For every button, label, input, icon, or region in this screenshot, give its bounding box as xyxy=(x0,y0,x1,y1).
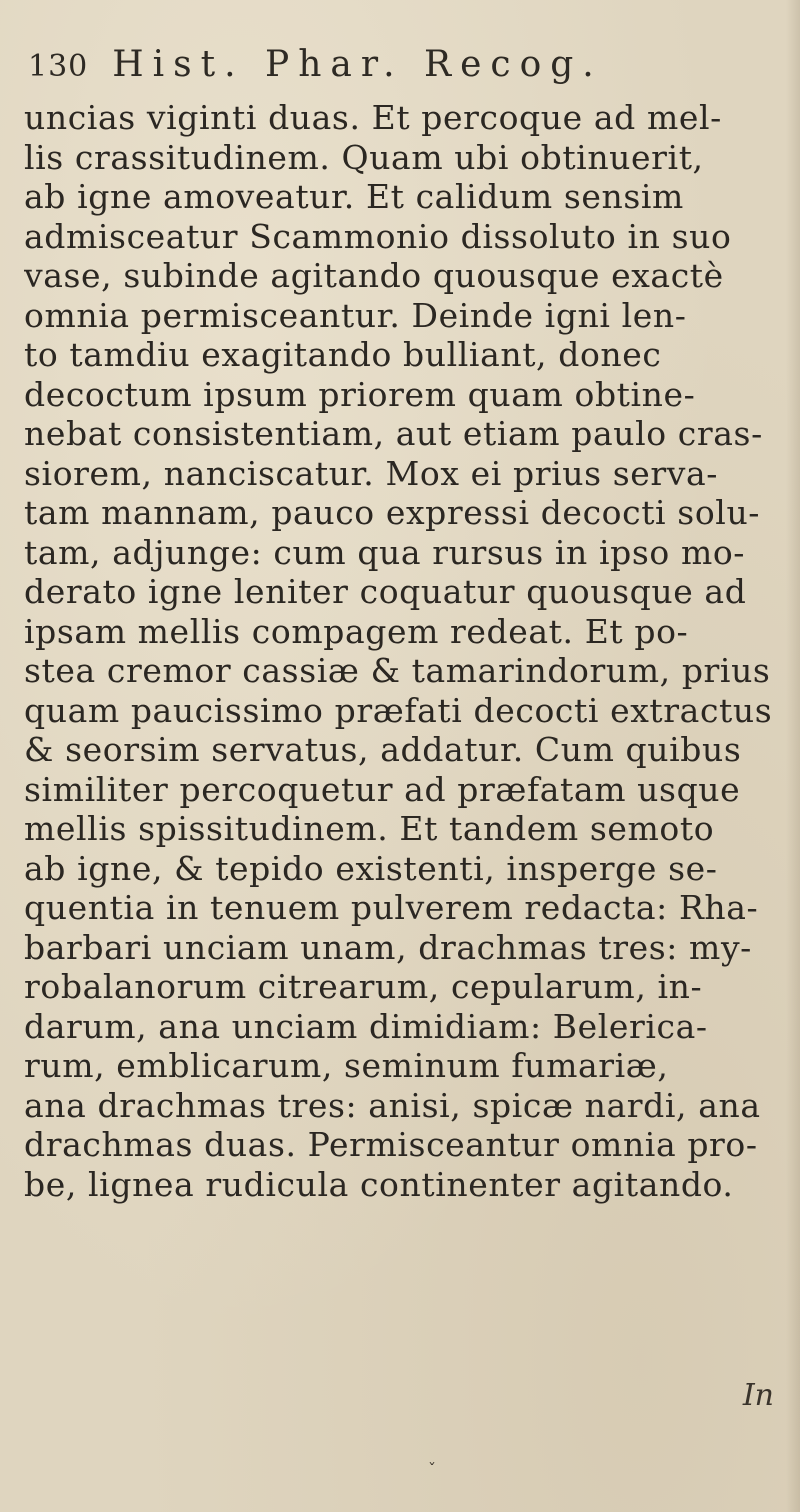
text-line: siorem, nanciscatur. Mox ei prius serva- xyxy=(24,453,719,493)
text-line: rum, emblicarum, seminum fumariæ, xyxy=(24,1046,669,1085)
text-line: derato igne leniter coquatur quousque ad xyxy=(24,572,747,611)
text-line: ipsam mellis compagem redeat. Et po- xyxy=(24,611,689,651)
text-line: decoctum ipsum priorem quam obtine- xyxy=(24,374,696,414)
text-line: mellis spissitudinem. Et tandem semoto xyxy=(24,809,715,848)
signature-mark: ˇ xyxy=(428,1460,436,1479)
catchword: In xyxy=(742,1378,774,1413)
text-line: uncias viginti duas. Et percoque ad mel- xyxy=(24,98,722,137)
text-line: & seorsim servatus, addatur. Cum quibus xyxy=(24,730,742,769)
text-line: ab igne, & tepido existenti, insperge se- xyxy=(24,848,718,888)
text-line: robalanorum citrearum, cepularum, in- xyxy=(24,967,703,1006)
text-line: similiter percoquetur ad præfatam usque xyxy=(24,769,741,809)
text-line: tam, adjunge: cum qua rursus in ipso mo- xyxy=(24,532,746,572)
text-line: ana drachmas tres: anisi, spicæ nardi, ana xyxy=(24,1085,761,1125)
text-line: tam mannam, pauco expressi decocti solu- xyxy=(24,493,761,532)
page-edge-shadow xyxy=(786,0,800,1512)
running-head: Hist. Phar. Recog. xyxy=(112,44,603,85)
text-line: ab igne amoveatur. Et calidum sensim xyxy=(24,177,684,216)
text-line: omnia permisceantur. Deinde igni len- xyxy=(24,295,687,335)
text-line: vase, subinde agitando quousque exactè xyxy=(24,256,724,295)
text-line: be, lignea rudicula continenter agitando. xyxy=(24,1164,734,1204)
text-line: drachmas duas. Permisceantur omnia pro- xyxy=(24,1125,758,1164)
text-line: admisceatur Scammonio dissoluto in suo xyxy=(24,216,732,256)
text-line: stea cremor cassiæ & tamarindorum, prius xyxy=(24,651,771,690)
text-line: nebat consistentiam, aut etiam paulo cras- xyxy=(24,414,763,453)
body-text xyxy=(24,98,796,1204)
text-line: darum, ana unciam dimidiam: Belerica- xyxy=(24,1006,708,1046)
text-line: quentia in tenuem pulverem redacta: Rha- xyxy=(24,888,759,927)
text-line: quam paucissimo præfati decocti extractus xyxy=(24,690,773,730)
page-header xyxy=(28,44,603,94)
text-line: to tamdiu exagitando bulliant, donec xyxy=(24,335,662,374)
page-number: 130 xyxy=(28,49,89,84)
text-line: barbari unciam unam, drachmas tres: my- xyxy=(24,927,752,967)
text-line: lis crassitudinem. Quam ubi obtinuerit, xyxy=(24,137,704,177)
